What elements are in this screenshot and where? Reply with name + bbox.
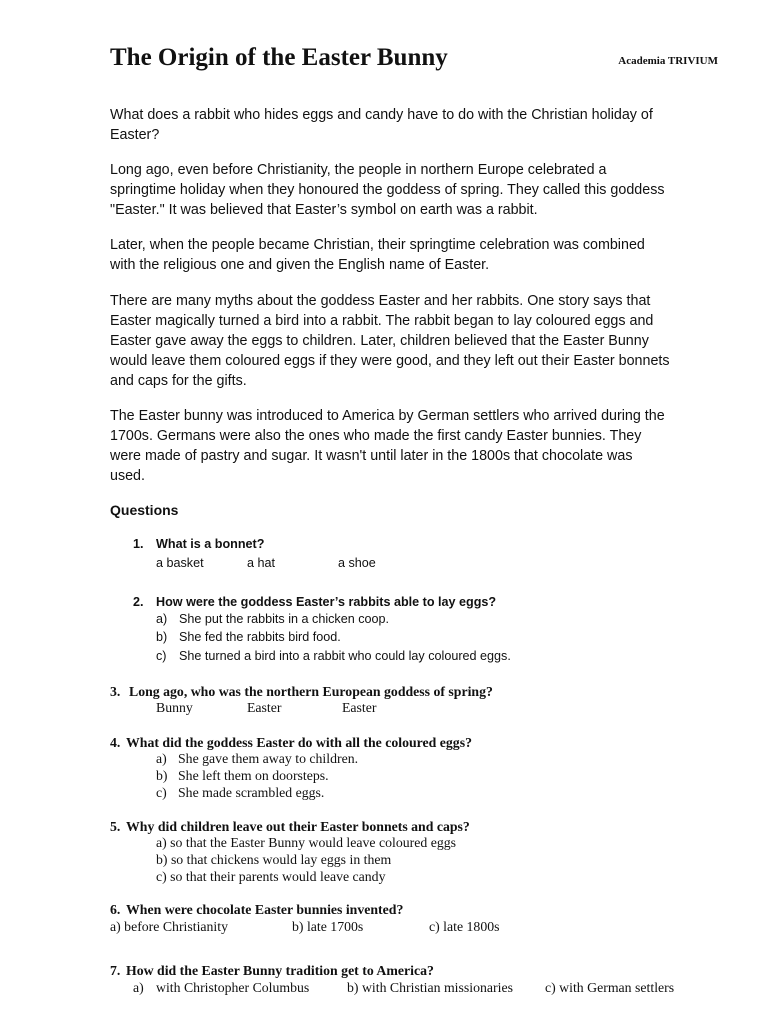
option-letter: b) — [156, 630, 168, 644]
question-number: 6. — [110, 902, 121, 917]
question-number: 5. — [110, 819, 121, 834]
answer-option[interactable]: Bunny — [156, 700, 193, 715]
answer-option[interactable]: She made scrambled eggs. — [178, 785, 325, 800]
question-text: How were the goddess Easter’s rabbits able to lay eggs? — [156, 595, 497, 609]
answer-option[interactable]: She left them on doorsteps. — [178, 768, 329, 783]
answer-option[interactable]: She gave them away to children. — [178, 751, 359, 766]
page-title: The Origin of the Easter Bunny — [110, 44, 448, 71]
answer-option[interactable]: Easter — [247, 700, 282, 715]
brand-label: Academia TRIVIUM — [618, 55, 718, 67]
question-number: 7. — [110, 963, 121, 978]
question-text: Long ago, who was the northern European goddess of spring? — [129, 684, 493, 699]
question-number: 3. — [110, 684, 121, 699]
option-letter: a) — [156, 751, 167, 766]
intro-paragraph: What does a rabbit who hides eggs and candy have to do with the Christian holiday of Easter? — [110, 107, 653, 143]
answer-option[interactable]: b) late 1700s — [292, 919, 364, 934]
answer-option[interactable]: Easter — [342, 700, 377, 715]
question-text: How did the Easter Bunny tradition get to America? — [126, 963, 434, 978]
option-letter: b) — [156, 768, 168, 783]
america-paragraph: The Easter bunny was introduced to America by German settlers who arrived during the 1700s. Germans were also the ones who made the first candy Easter bunnies. They were made of pastry and sugar. It wasn't until later in the 1800s that chocolate was used. — [110, 408, 665, 484]
option-letter: c) — [156, 785, 167, 800]
answer-option[interactable]: She fed the rabbits bird food. — [179, 630, 341, 644]
question-text: Why did children leave out their Easter bonnets and caps? — [126, 819, 470, 834]
question-text: When were chocolate Easter bunnies invented? — [126, 902, 404, 917]
question-text: What is a bonnet? — [156, 537, 265, 551]
answer-option[interactable]: She turned a bird into a rabbit who could lay coloured eggs. — [179, 649, 511, 663]
answer-option[interactable]: a hat — [247, 556, 276, 570]
answer-option[interactable]: c) with German settlers — [545, 980, 675, 995]
questions-heading: Questions — [110, 502, 179, 518]
history-paragraph: Long ago, even before Christianity, the people in northern Europe celebrated a springtime holiday when they honoured the goddess of spring. They called this goddess "Easter." It was believed that Easter’s symbol on earth was a rabbit. — [110, 162, 665, 218]
option-letter: a) — [156, 612, 168, 626]
christian-paragraph: Later, when the people became Christian, their springtime celebration was combined with the religious one and given the English name of Easter. — [110, 237, 645, 273]
question-number: 1. — [133, 537, 144, 551]
answer-option[interactable]: a shoe — [338, 556, 376, 570]
answer-option[interactable]: b) with Christian missionaries — [347, 980, 513, 995]
answer-option[interactable]: with Christopher Columbus — [156, 980, 310, 995]
answer-option[interactable]: a) before Christianity — [110, 919, 229, 934]
question-number: 2. — [133, 595, 144, 609]
answer-option[interactable]: a) so that the Easter Bunny would leave coloured eggs — [156, 835, 456, 850]
question-text: What did the goddess Easter do with all the coloured eggs? — [126, 735, 472, 750]
option-letter: a) — [133, 980, 144, 995]
answer-option[interactable]: b) so that chickens would lay eggs in them — [156, 852, 392, 867]
myths-paragraph: There are many myths about the goddess Easter and her rabbits. One story says that Easter magically turned a bird into a rabbit. The rabbit began to lay coloured eggs and Easter gave away the eggs to children. Later, children believed that the Easter Bunny would leave them coloured eggs if they were good, and they left out their Easter bonnets and caps for the gifts. — [110, 293, 670, 389]
answer-option[interactable]: a basket — [156, 556, 204, 570]
question-number: 4. — [110, 735, 121, 750]
option-letter: c) — [156, 649, 167, 663]
answer-option[interactable]: She put the rabbits in a chicken coop. — [179, 612, 390, 626]
answer-option[interactable]: c) so that their parents would leave candy — [156, 869, 386, 884]
answer-option[interactable]: c) late 1800s — [429, 919, 500, 934]
